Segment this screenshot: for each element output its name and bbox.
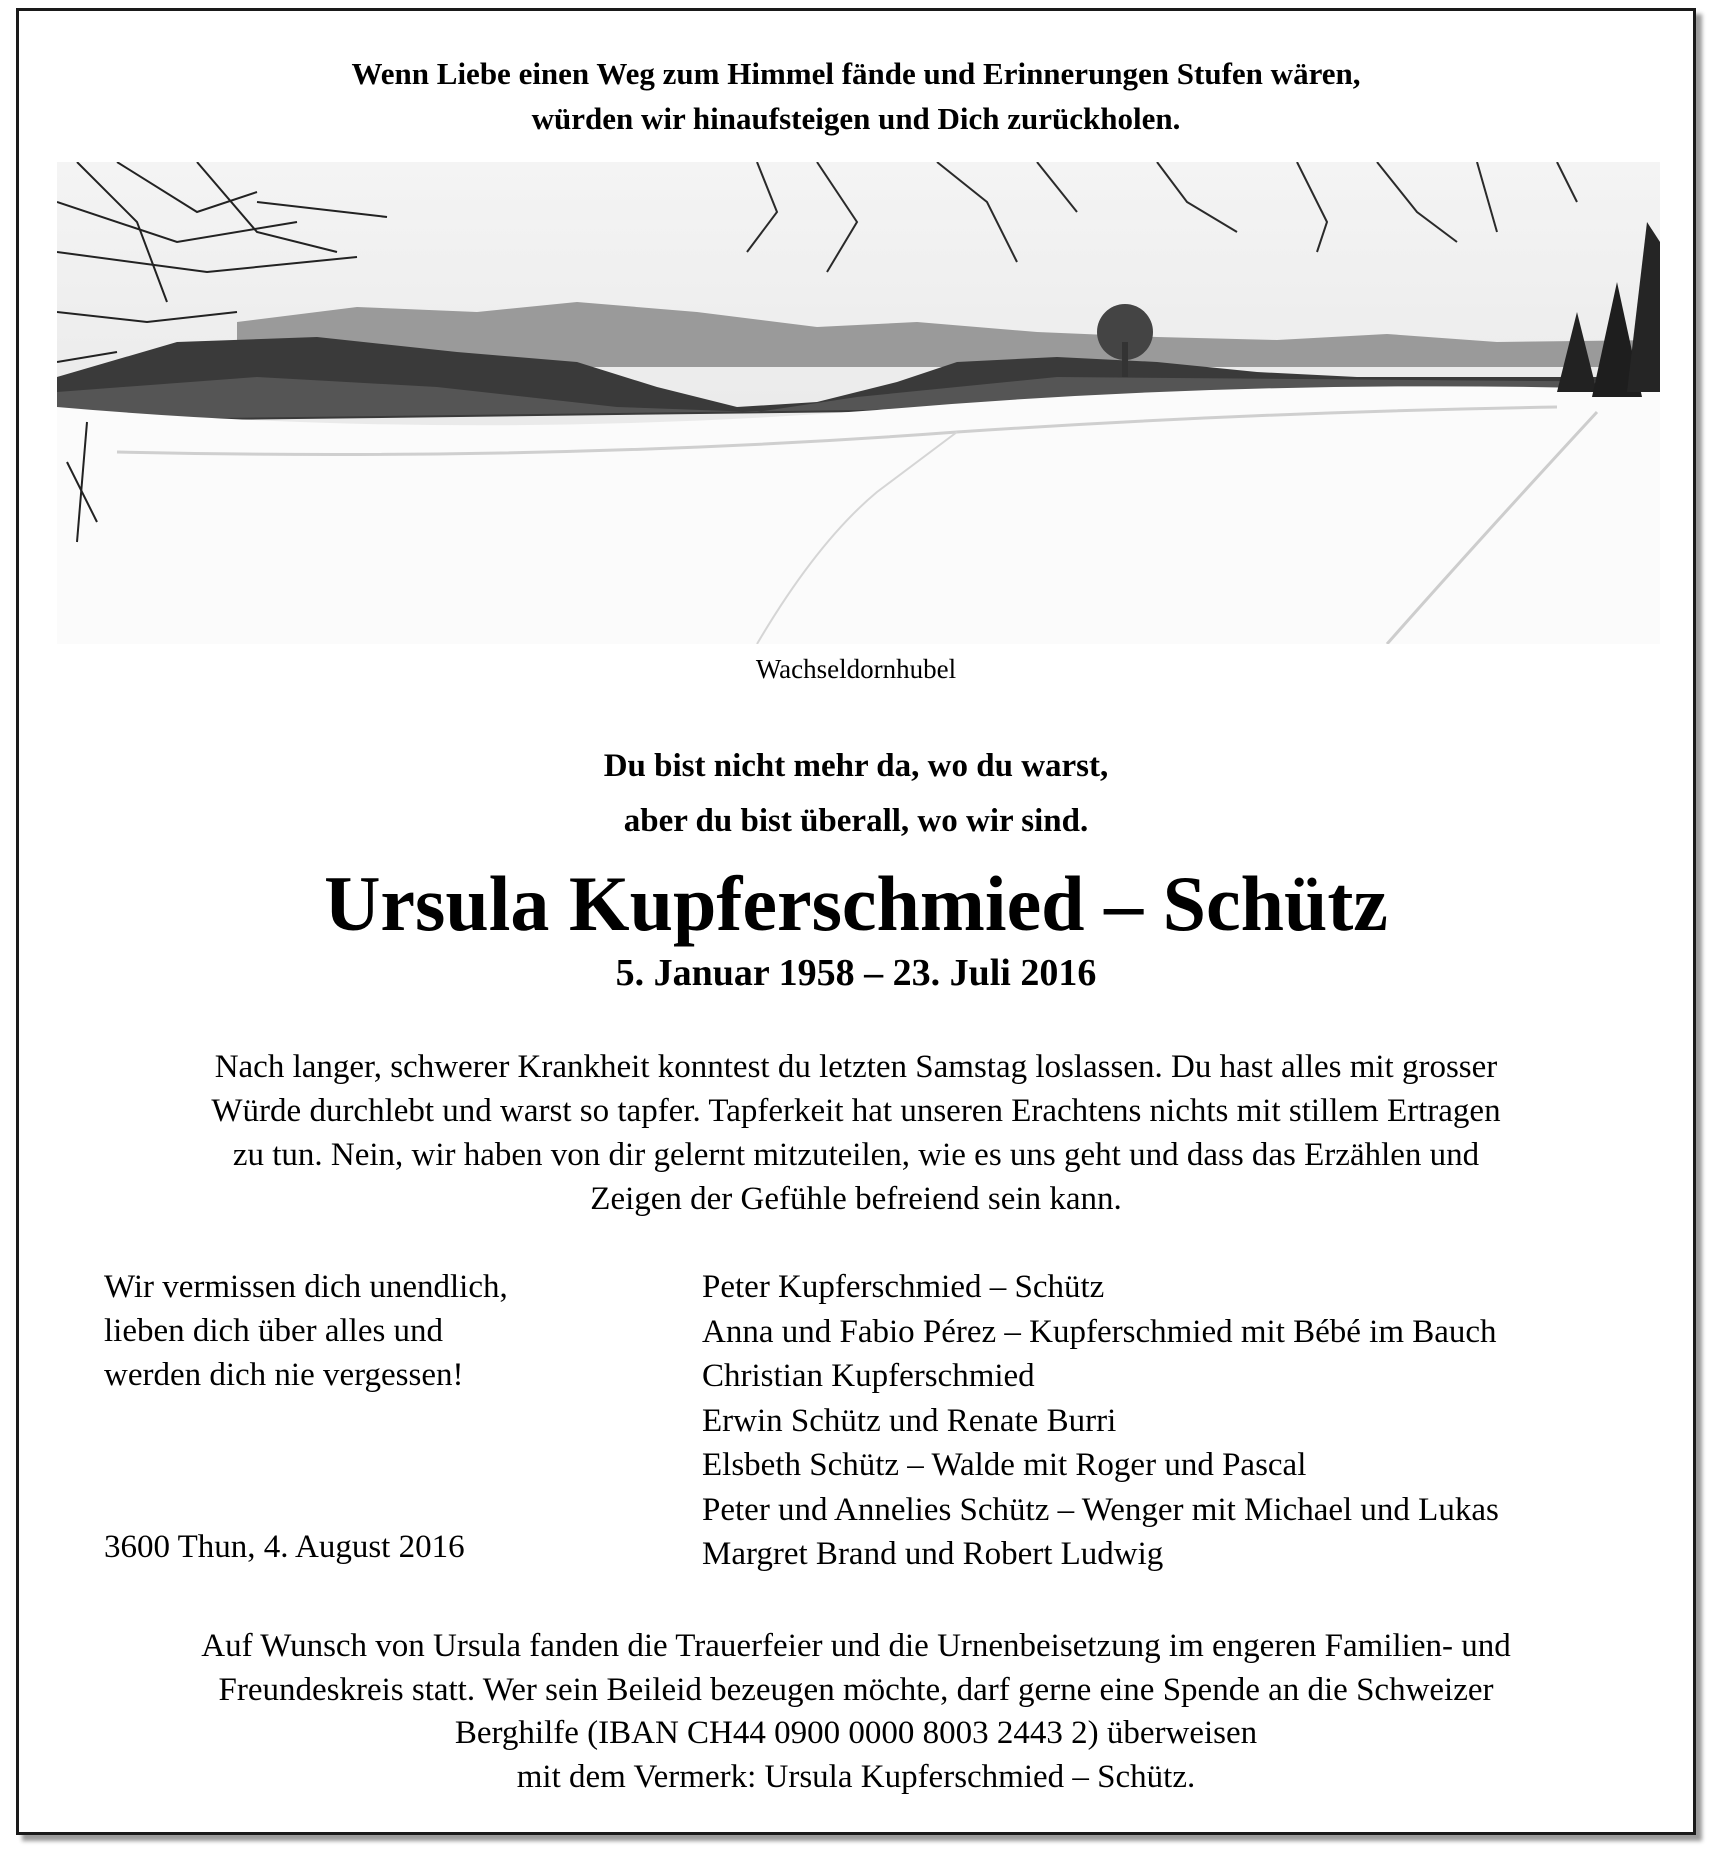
message-line: Nach langer, schwerer Krankheit konntest du letzten Samstag loslassen. Du hast alles mit grosser: [214, 1049, 1498, 1085]
mourner-entry: Peter und Annelies Schütz – Wenger mit Michael und Lukas: [702, 1491, 1499, 1528]
message-line: Würde durchlebt und warst so tapfer. Tapferkeit hat unseren Erachtens nichts mit stillem Ertragen: [211, 1093, 1501, 1129]
winter-landscape-photo: [57, 162, 1660, 644]
motto: [19, 51, 1693, 141]
notice-line: mit dem Vermerk: Ursula Kupferschmied – Schütz.: [516, 1758, 1196, 1795]
mourner-entry: Elsbeth Schütz – Walde mit Roger und Pascal: [702, 1447, 1307, 1483]
mourners-list: [702, 1265, 1499, 1577]
notice-line: Freundeskreis statt. Wer sein Beileid bezeugen möchte, darf gerne eine Spende an die Schweizer: [218, 1671, 1494, 1708]
photo-caption: Wachseldornhubel: [755, 654, 957, 684]
place-date: 3600 Thun, 4. August 2016: [104, 1529, 465, 1565]
message-line: zu tun. Nein, wir haben von dir gelernt mitzuteilen, wie es uns geht und dass das Erzählen und: [232, 1137, 1480, 1173]
life-dates: 5. Januar 1958 – 23. Juli 2016: [615, 952, 1097, 994]
mourner-entry: Margret Brand und Robert Ludwig: [702, 1536, 1164, 1572]
quote-line: Du bist nicht mehr da, wo du warst,: [603, 748, 1109, 784]
motto-line: Wenn Liebe einen Weg zum Himmel fände und Erinnerungen Stufen wären,: [351, 56, 1361, 91]
motto-line: würden wir hinaufsteigen und Dich zurückholen.: [531, 101, 1181, 136]
farewell-line: Wir vermissen dich unendlich,: [104, 1269, 508, 1305]
mourner-entry: Anna und Fabio Pérez – Kupferschmied mit Bébé im Bauch: [702, 1313, 1497, 1350]
quote: [19, 739, 1693, 849]
farewell-line: werden dich nie vergessen!: [104, 1357, 464, 1393]
mourner-entry: Christian Kupferschmied: [702, 1358, 1035, 1394]
mourner-entry: Erwin Schütz und Renate Burri: [702, 1402, 1117, 1439]
funeral-notice: [19, 1625, 1693, 1799]
quote-line: aber du bist überall, wo wir sind.: [623, 803, 1089, 839]
mourner-entry: Peter Kupferschmied – Schütz: [702, 1269, 1105, 1305]
message-line: Zeigen der Gefühle befreiend sein kann.: [590, 1181, 1122, 1217]
farewell-line: lieben dich über alles und: [104, 1313, 444, 1349]
obituary-frame: [16, 8, 1696, 1835]
farewell-text: [104, 1265, 508, 1397]
message-paragraph: [19, 1045, 1693, 1221]
notice-line: Auf Wunsch von Ursula fanden die Trauerfeier und die Urnenbeisetzung im engeren Familien- und: [201, 1628, 1511, 1664]
deceased-name: Ursula Kupferschmied – Schütz: [324, 860, 1388, 947]
notice-line: Berghilfe (IBAN CH44 0900 0000 8003 2443 2) überweisen: [454, 1715, 1258, 1751]
